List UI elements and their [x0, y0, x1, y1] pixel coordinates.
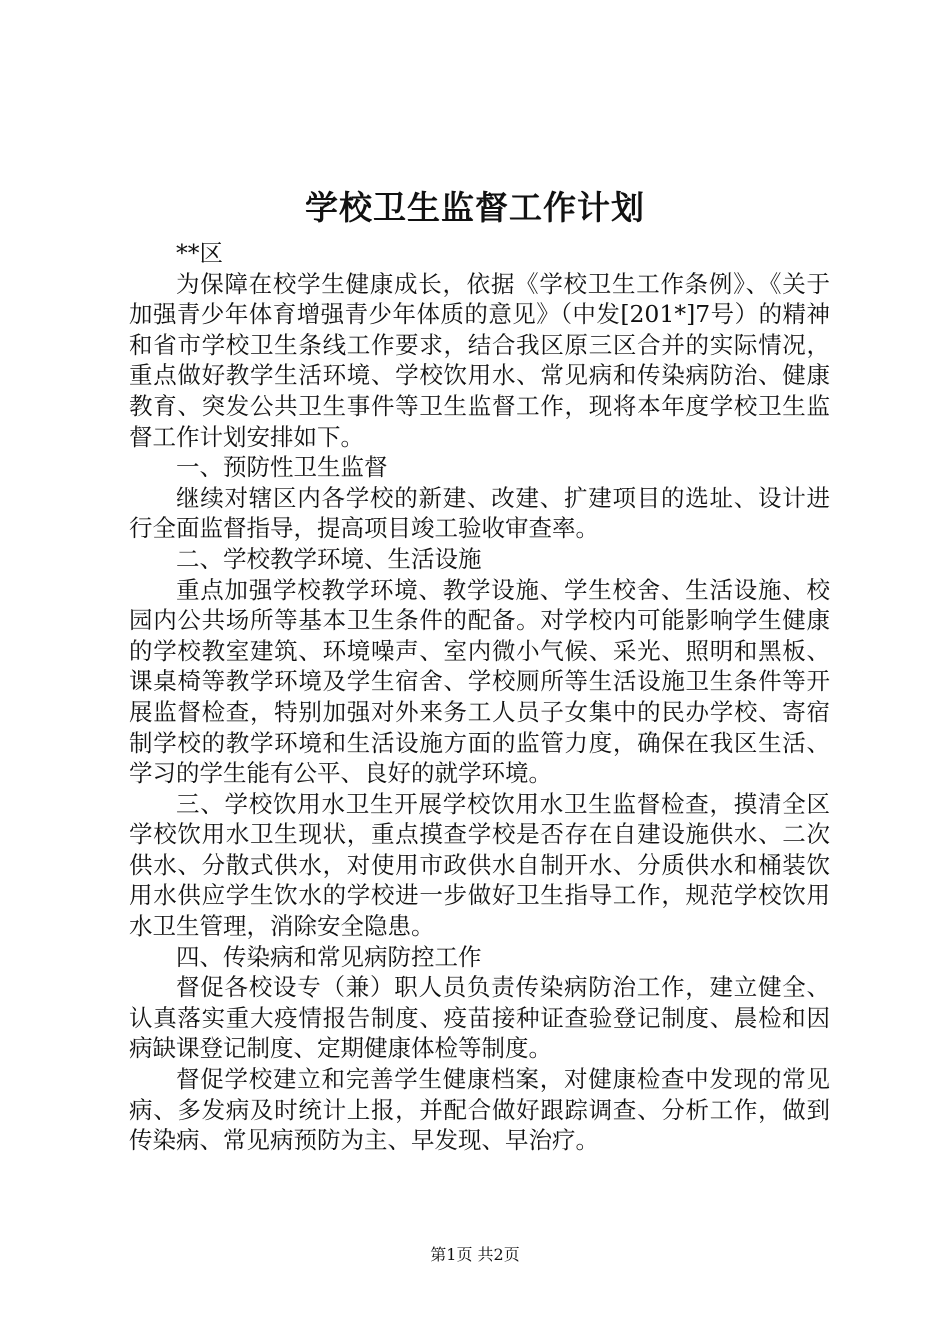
- page-number-footer: 第1页 共2页: [430, 1245, 520, 1264]
- intro-paragraph: 为保障在校学生健康成长，依据《学校卫生工作条例》、《关于加强青少年体育增强青少年体质的意见》（中发[201*]7号）的精神和省市学校卫生条线工作要求，结合我区原三区合并的实际情况，重点做好教学生活环境、学校饮用水、常见病和传染病防治、健康教育、突发公共卫生事件等卫生监督工作，现将本年度学校卫生监督工作计划安排如下。: [129, 269, 830, 451]
- section-paragraph-2: 重点加强学校教学环境、教学设施、学生校舍、生活设施、校园内公共场所等基本卫生条件的配备。对学校内可能影响学生健康的学校教室建筑、环境噪声、室内微小气候、采光、照明和黑板、课桌椅等教学环境及学生宿舍、学校厕所等生活设施卫生条件等开展监督检查，特别加强对外来务工人员子女集中的民办学校、寄宿制学校的教学环境和生活设施方面的监管力度，确保在我区生活、学习的学生能有公平、良好的就学环境。: [129, 575, 830, 788]
- section-paragraph-1: 继续对辖区内各学校的新建、改建、扩建项目的选址、设计进行全面监督指导，提高项目竣工验收审查率。: [129, 483, 830, 543]
- section-heading-2: 二、学校教学环境、生活设施: [176, 544, 482, 573]
- section-heading-1: 一、预防性卫生监督: [176, 453, 388, 482]
- section-paragraph-4a: 督促各校设专（兼）职人员负责传染病防治工作，建立健全、认真落实重大疫情报告制度、疫苗接种证查验登记制度、晨检和因病缺课登记制度、定期健康体检等制度。: [129, 973, 830, 1063]
- section-paragraph-3: 三、学校饮用水卫生开展学校饮用水卫生监督检查，摸清全区学校饮用水卫生现状，重点摸查学校是否存在自建设施供水、二次供水、分散式供水，对使用市政供水自制开水、分质供水和桶装饮用水供应学生饮水的学校进一步做好卫生指导工作，规范学校饮用水卫生管理，消除安全隐患。: [129, 789, 830, 941]
- section-heading-4: 四、传染病和常见病防控工作: [176, 942, 482, 971]
- section-paragraph-4b: 督促学校建立和完善学生健康档案，对健康检查中发现的常见病、多发病及时统计上报，并配合做好跟踪调查、分析工作，做到传染病、常见病预防为主、早发现、早治疗。: [129, 1065, 830, 1155]
- document-body: [129, 238, 830, 1156]
- district-label: **区: [176, 239, 223, 267]
- document-title: 学校卫生监督工作计划: [305, 188, 645, 227]
